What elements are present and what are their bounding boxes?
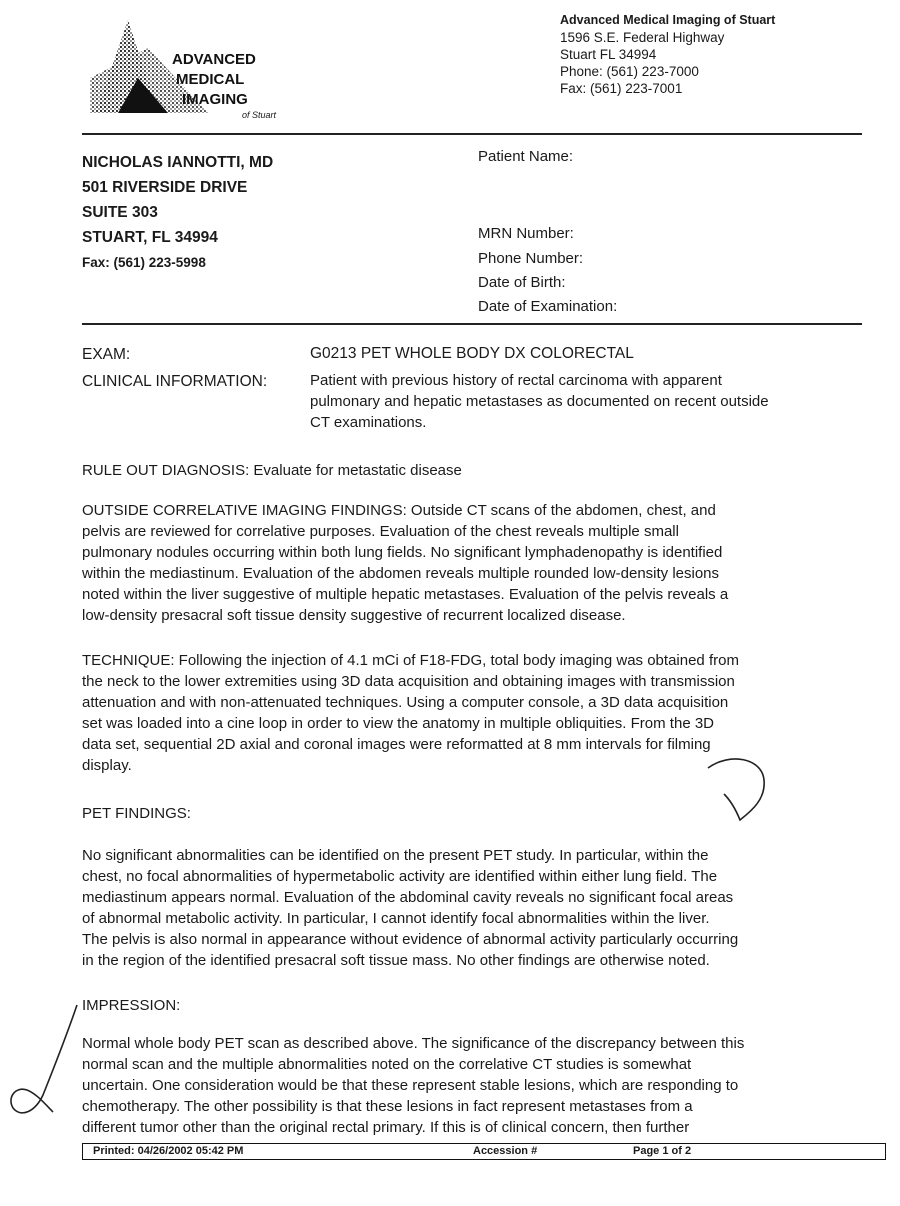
printed-date: Printed: 04/26/2002 05:42 PM — [93, 1145, 244, 1157]
page-number: Page 1 of 2 — [633, 1145, 692, 1157]
clinical-label: CLINICAL INFORMATION: — [82, 373, 268, 390]
facility-phone: Phone: (561) 223-7000 — [560, 64, 699, 79]
physician-block — [82, 150, 273, 275]
exam-date-label: Date of Examination: — [478, 298, 618, 315]
physician-fax: Fax: (561) 223-5998 — [82, 255, 206, 270]
pet-findings: No significant abnormalities can be identified on the present PET study. In particular, within the chest, no focal abnormalities of hypermetabolic activity are identified within either lung field. The mediastinum appears normal. Evaluation of the abdominal cavity reveals no significant focal areas of abnormal metabolic activity. In particular, I cannot identify focal abnormalities within the liver. The pelvis is also normal in appearance without evidence of abnormal activity particularly occurring in the region of the identified presacral soft tissue mass. No other findings are otherwise noted. — [82, 847, 739, 969]
divider-top — [82, 133, 862, 135]
handwritten-checkmark — [700, 750, 780, 825]
logo-text: ADVANCED MEDICAL IMAGING — [172, 51, 256, 108]
accession-label: Accession # — [473, 1145, 538, 1157]
facility-city: Stuart FL 34994 — [560, 47, 657, 62]
physician-address-1: 501 RIVERSIDE DRIVE — [82, 179, 248, 196]
facility-street: 1596 S.E. Federal Highway — [560, 30, 725, 45]
mrn-label: MRN Number: — [478, 225, 574, 242]
logo-subtitle: of Stuart — [242, 110, 277, 120]
impression-heading: IMPRESSION: — [82, 997, 181, 1014]
rule-out-diagnosis: RULE OUT DIAGNOSIS: Evaluate for metastatic disease — [82, 462, 462, 479]
pet-findings-heading: PET FINDINGS: — [82, 805, 191, 822]
exam-label: EXAM: — [82, 346, 131, 363]
technique: TECHNIQUE: Following the injection of 4.1 mCi of F18-FDG, total body imaging was obtained from the neck to the lower extremities using 3D data acquisition and obtaining images with transmission attenuation and with non-attenuated techniques. Using a computer console, a 3D data acquisition set was loaded into a cine loop in order to view the anatomy in multiple obliquities. From the 3D data set, sequential 2D axial and coronal images were reformatted at 8 mm intervals for filming display. — [82, 652, 739, 774]
physician-city: STUART, FL 34994 — [82, 229, 218, 246]
divider-middle — [82, 323, 862, 325]
exam-value: G0213 PET WHOLE BODY DX COLORECTAL — [310, 345, 634, 362]
impression: Normal whole body PET scan as described above. The significance of the discrepancy between this normal scan and the multiple abnormalities noted on the correlative CT studies is somewhat uncertain. One consideration would be that these represent stable lesions, which are responding to chemotherapy. The other possibility is that these lesions in fact represent metastases from a different tumor other than the original rectal primary. If this is of clinical concern, then further — [82, 1035, 745, 1136]
physician-address-2: SUITE 303 — [82, 204, 158, 221]
dob-label: Date of Birth: — [478, 274, 566, 291]
patient-name-label: Patient Name: — [478, 148, 574, 165]
outside-findings: OUTSIDE CORRELATIVE IMAGING FINDINGS: Outside CT scans of the abdomen, chest, and pelvis are reviewed for correlative purposes. Evaluation of the chest reveals multiple small pulmonary nodules occurring within both lung fields. No significant lymphadenopathy is identified within the mediastinum. Evaluation of the abdomen reveals multiple rounded low-density lesions noted within the liver suggestive of multiple hepatic metastases. Evaluation of the pelvis reveals a low-density presacral soft tissue density suggestive of recurrent localized disease. — [82, 502, 729, 624]
handwritten-initial — [5, 1000, 85, 1125]
clinical-info: Patient with previous history of rectal carcinoma with apparent pulmonary and hepatic metastases as documented on recent outside CT examinations. — [310, 372, 769, 431]
phone-label: Phone Number: — [478, 250, 584, 267]
facility-name: Advanced Medical Imaging of Stuart — [560, 13, 776, 27]
facility-fax: Fax: (561) 223-7001 — [560, 81, 683, 96]
print-footer — [82, 1143, 886, 1160]
physician-name: NICHOLAS IANNOTTI, MD — [82, 154, 274, 171]
facility-address — [560, 12, 775, 97]
